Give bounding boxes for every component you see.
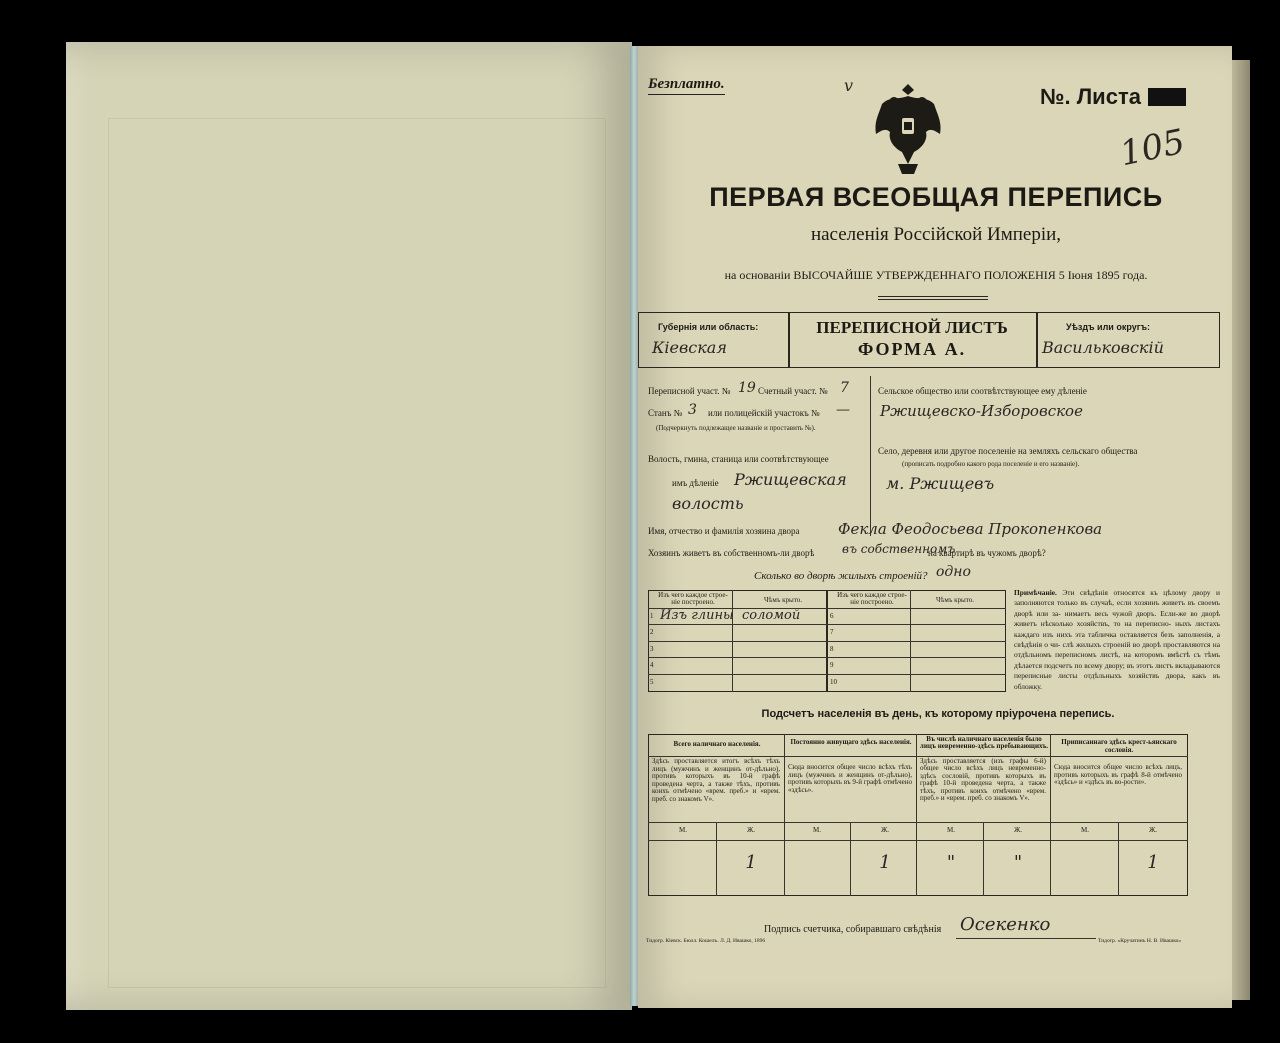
- note-line: вмѣстѣ съ тѣмъ дѣлается подсчетъ по всему двору;: [1014, 650, 1220, 670]
- summary-col-title-temporary: Въ числѣ наличнаго населенія было лицъ невременно-здѣсь пребывающихъ.: [919, 735, 1049, 750]
- population-count-cell: 1: [879, 852, 891, 873]
- village-note: (прописать подробно какого рода поселеніе и его названіе).: [902, 460, 1080, 468]
- row1-material-value: Изъ глины: [660, 608, 734, 623]
- summary-col-desc-permanent: Сюда вносится общее число всѣхъ тѣхъ лицъ (мужчинъ и женщинъ от-дѣльно), противъ которыхъ въ 9-й графѣ отмѣчено «здѣсь».: [788, 763, 912, 794]
- free-label: Безплатно.: [648, 76, 725, 95]
- note-line: на отдѣльномъ переписномъ листѣ, на которомъ: [1014, 640, 1220, 660]
- district-value: Васильковскій: [1042, 338, 1164, 357]
- male-column-header: М.: [679, 826, 687, 834]
- field-column-divider: [870, 376, 871, 536]
- summary-col-desc-temporary: Здѣсь проставляется (изъ графы 6-й) общее число всѣхъ лицъ невременно-здѣсь сословій, противъ которыхъ въ графѣ 10-й проведена черта, а также тѣхъ, противъ коихъ отмѣчено «врем. преб.» и «врем. преб. со знакомъ V».: [920, 757, 1046, 803]
- society-label: Сельское общество или соотвѣтствующее ему дѣленіе: [878, 386, 1087, 396]
- count-district-label: Счетный участ. №: [758, 386, 828, 396]
- population-count-cell: 1: [1147, 852, 1159, 873]
- female-column-header: Ж.: [1013, 826, 1023, 834]
- note-line: нимаетъ весь чужой дворъ. Если-же во дворѣ: [1064, 608, 1220, 618]
- note-line: слѣ жилыхъ строеній во дворѣ проставляются: [1062, 640, 1211, 650]
- table-row-number: 1: [650, 612, 654, 620]
- stan-value: 3: [688, 402, 697, 418]
- owner-lives-value: въ собственномъ: [842, 542, 956, 556]
- table-row-number: 3: [650, 644, 654, 653]
- table-col-roof-header: Чѣмъ крыто.: [764, 596, 802, 604]
- volost-value-2: волость: [672, 494, 744, 513]
- police-value: —: [836, 402, 850, 418]
- table-col-material-header: Изъ чего каждое строе-ніе построено.: [658, 591, 728, 606]
- population-count-cell: 1: [745, 852, 757, 873]
- double-eagle-coat-of-arms-icon: [868, 78, 948, 178]
- male-column-header: М.: [947, 826, 955, 834]
- book-gutter: [630, 46, 638, 1006]
- female-column-header: Ж.: [1148, 826, 1158, 834]
- census-subtitle: населенія Россійской Имперіи,: [810, 224, 1062, 245]
- note-line: оставляется безъ заполненія, а свѣдѣнія о чи-: [1014, 629, 1220, 650]
- summary-col-desc-total: Здѣсь проставляется итогъ всѣхъ тѣхъ лицъ (мужчинъ и женщинъ от-дѣльно), противъ которыхъ въ 10-й графѣ проведена черта, а также тѣхъ, противъ коихъ отмѣчено «врем. преб.» и «врем. преб. со знакомъ V».: [652, 757, 780, 803]
- ornament-divider: [878, 296, 988, 300]
- table-row-number: 8: [830, 644, 834, 653]
- form-a-title: ФОРМА А.: [857, 339, 967, 359]
- census-district-label: Переписной участ. №: [648, 386, 731, 396]
- male-column-header: М.: [813, 826, 821, 834]
- row1-roof-value: соломой: [742, 608, 801, 623]
- volost-value: Ржищевская: [734, 470, 847, 489]
- owner-lives-label: Хозяинъ живетъ въ собственномъ-ли дворѣ: [648, 548, 815, 558]
- left-printer-mark: Тидогр. Кіевск. Бюлл. Кошелъ. Л. Д. Ивашко, 1896: [646, 938, 766, 944]
- note-line: въ этотъ листъ вкладываются переписные листы: [1014, 660, 1220, 681]
- village-label: Село, деревня или другое поселеніе на земляхъ сельскаго общества: [878, 446, 1138, 456]
- census-list-title: ПЕРЕПИСНОЙ ЛИСТЪ: [816, 318, 1008, 337]
- table-row-number: 4: [650, 661, 654, 670]
- male-column-header: М.: [1081, 826, 1089, 834]
- summary-title: Подсчетъ населенія въ день, къ которому пріурочена перепись.: [761, 708, 1115, 720]
- district-label: Уѣздъ или округъ:: [1066, 322, 1151, 332]
- census-form-page: [638, 46, 1232, 1008]
- buildings-label: Сколько во дворѣ жилыхъ строеній?: [754, 570, 928, 582]
- sheet-number-value: 105: [1116, 121, 1189, 175]
- page-edges: [1232, 60, 1250, 1000]
- census-basis-line: на основаніи ВЫСОЧАЙШЕ УТВЕРЖДЕННАГО ПОЛОЖЕНІЯ 5 Іюня 1895 года.: [724, 268, 1148, 282]
- summary-col-title-total: Всего наличнаго населенія.: [673, 740, 761, 748]
- summary-col-title-permanent: Постоянно живущаго здѣсь населенія.: [790, 738, 912, 746]
- female-column-header: Ж.: [746, 826, 756, 834]
- right-printer-mark: Тидогр. «Кручатинъ Н. В. Ивашко»: [1098, 938, 1182, 944]
- census-main-title: ПЕРВАЯ ВСЕОБЩАЯ ПЕРЕПИСЬ: [709, 182, 1163, 212]
- note-block: [1014, 588, 1220, 692]
- note-title: Примѣчаніе.: [1014, 588, 1057, 597]
- village-value: м. Ржищевъ: [886, 474, 995, 493]
- signature-value: Осекенко: [960, 914, 1051, 935]
- count-district-value: 7: [840, 380, 849, 396]
- summary-col-title-registered: Приписаннаго здѣсь крест-ьянскаго сословія.: [1061, 738, 1177, 754]
- owner-lives-label-2: на квартирѣ въ чужомъ дворѣ?: [928, 548, 1046, 558]
- population-count-cell: ": [1013, 852, 1023, 873]
- note-line: если хозяинъ живетъ въ своемъ дворѣ или за-: [1014, 598, 1220, 618]
- province-label: Губернія или область:: [658, 322, 759, 332]
- police-label: или полицейскій участокъ №: [708, 408, 820, 418]
- table-col-roof-header-2: Чѣмъ крыто.: [936, 596, 974, 604]
- summary-col-desc-registered: Сюда вносится общее число всѣхъ лицъ, противъ которыхъ въ графѣ 8-й отмѣчено «здѣсь» и «здѣсь въ во-рости».: [1054, 763, 1182, 787]
- owner-name-label: Имя, отчество и фамилія хозяина двора: [648, 526, 800, 536]
- population-count-cell: ": [946, 852, 956, 873]
- underline-note: (Подчеркнуть подлежащее названіе и проставить №).: [656, 424, 816, 432]
- table-row-number: 6: [830, 612, 834, 620]
- check-mark: v: [844, 76, 854, 95]
- table-row-number: 10: [830, 677, 837, 686]
- table-col-material-header-2: Изъ чего каждое строе-ніе построено.: [837, 591, 907, 606]
- note-line: ныхъ листахъ каждаго изъ нихъ эта табличка: [1014, 619, 1220, 639]
- table-row-number: 2: [650, 628, 654, 637]
- buildings-value: одно: [936, 564, 971, 580]
- province-value: Кіевская: [652, 338, 727, 357]
- left-page: [66, 42, 632, 1010]
- society-value: Ржищевско-Изборовское: [880, 402, 1083, 420]
- table-row-number: 9: [830, 661, 834, 670]
- sheet-number-label: №. Листа: [1040, 84, 1141, 109]
- left-page-margin: [108, 118, 606, 988]
- note-line: живетъ нѣсколько хозяйствъ, то на переписно-: [1014, 619, 1172, 629]
- female-column-header: Ж.: [880, 826, 890, 834]
- volost-label: Волость, гмина, станица или соотвѣтствующее: [648, 454, 829, 464]
- volost-label-2: имъ дѣленіе: [672, 478, 719, 488]
- owner-name-value: Фекла Феодосьева Прокопенкова: [838, 520, 1103, 538]
- table-row-number: 7: [830, 628, 834, 637]
- census-district-value: 19: [738, 380, 756, 396]
- table-row-number: 5: [650, 677, 654, 686]
- sheet-number-redaction: [1148, 88, 1186, 106]
- signature-label: Подпись счетчика, собиравшаго свѣдѣнія: [764, 924, 942, 935]
- note-line: Эти свѣдѣнія относятся къ: [1062, 588, 1158, 597]
- note-line: отдѣльныхъ хозяйствъ двора, какъ въ обложку.: [1014, 671, 1220, 691]
- note-line: цѣлому двору и заполняются только въ случаѣ,: [1014, 588, 1220, 608]
- stan-label: Станъ №: [648, 408, 683, 418]
